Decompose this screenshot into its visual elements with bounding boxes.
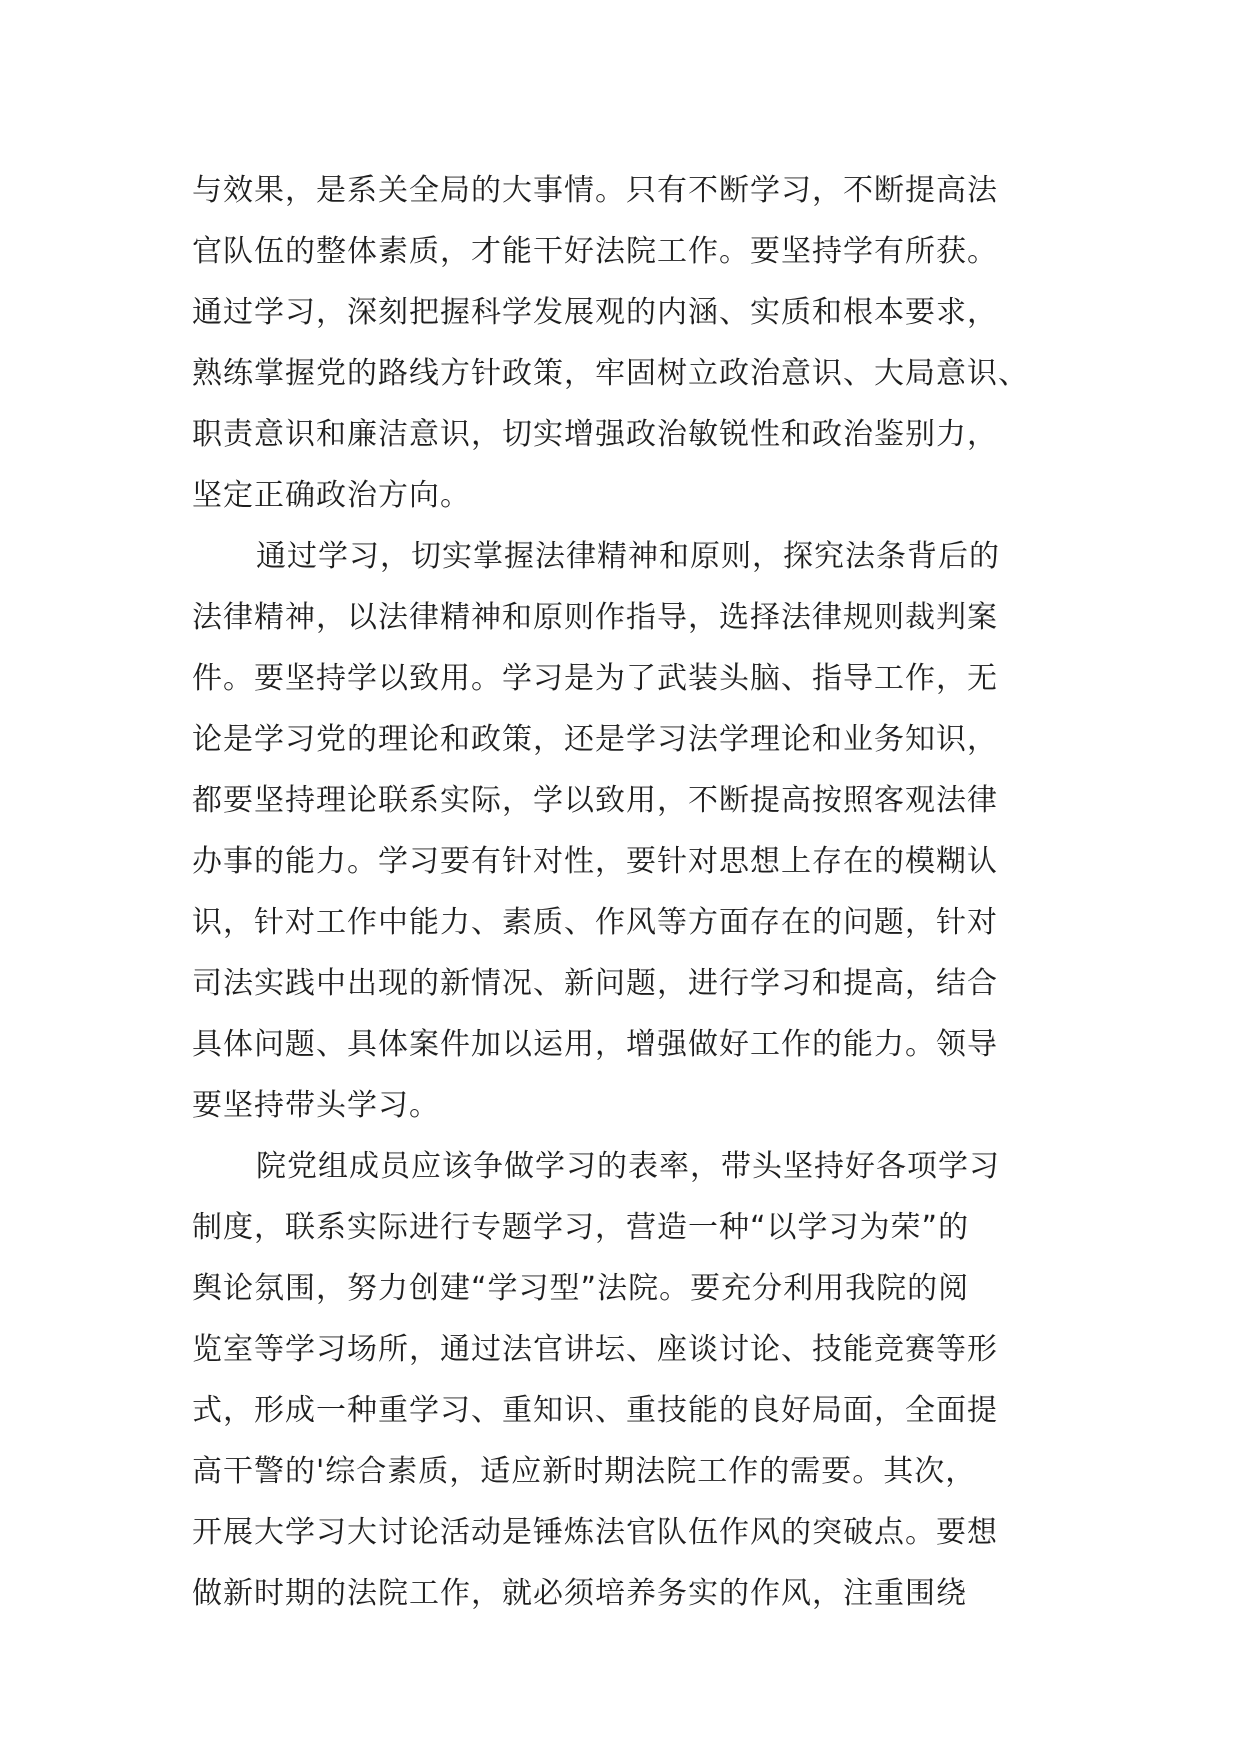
text-line: 法律精神，以法律精神和原则作指导，选择法律规则裁判案 bbox=[192, 600, 998, 635]
paragraph-first-line: 通过学习，切实掌握法律精神和原则，探究法条背后的 bbox=[256, 539, 1000, 574]
text-line: 开展大学习大讨论活动是锤炼法官队伍作风的突破点。要想 bbox=[192, 1515, 998, 1550]
text-line: 具体问题、具体案件加以运用，增强做好工作的能力。领导 bbox=[192, 1027, 998, 1062]
text-line: 职责意识和廉洁意识，切实增强政治敏锐性和政治鉴别力， bbox=[192, 417, 998, 452]
text-line: 识，针对工作中能力、素质、作风等方面存在的问题，针对 bbox=[192, 905, 998, 940]
text-line: 与效果，是系关全局的大事情。只有不断学习，不断提高法 bbox=[192, 173, 998, 208]
text-line: 论是学习党的理论和政策，还是学习法学理论和业务知识， bbox=[192, 722, 998, 757]
text-line: 司法实践中出现的新情况、新问题，进行学习和提高，结合 bbox=[192, 966, 998, 1001]
text-line: 官队伍的整体素质，才能干好法院工作。要坚持学有所获。 bbox=[192, 234, 998, 269]
text-line: 办事的能力。学习要有针对性，要针对思想上存在的模糊认 bbox=[192, 844, 998, 879]
paragraph-first-line: 院党组成员应该争做学习的表率，带头坚持好各项学习 bbox=[256, 1149, 1000, 1184]
text-line: 件。要坚持学以致用。学习是为了武装头脑、指导工作，无 bbox=[192, 661, 998, 696]
text-line: 览室等学习场所，通过法官讲坛、座谈讨论、技能竞赛等形 bbox=[192, 1332, 998, 1367]
text-line: 式，形成一种重学习、重知识、重技能的良好局面，全面提 bbox=[192, 1393, 998, 1428]
text-line: 通过学习，深刻把握科学发展观的内涵、实质和根本要求， bbox=[192, 295, 998, 330]
body-text bbox=[192, 160, 1072, 1624]
text-line: 坚定正确政治方向。 bbox=[192, 478, 471, 513]
text-line: 舆论氛围，努力创建“学习型”法院。要充分利用我院的阅 bbox=[192, 1271, 970, 1306]
text-line: 制度，联系实际进行专题学习，营造一种“以学习为荣”的 bbox=[192, 1210, 970, 1245]
text-line: 要坚持带头学习。 bbox=[192, 1088, 440, 1123]
text-line: 熟练掌握党的路线方针政策，牢固树立政治意识、大局意识、 bbox=[192, 356, 1029, 391]
text-line: 高干警的'综合素质，适应新时期法院工作的需要。其次， bbox=[192, 1454, 977, 1489]
text-line: 都要坚持理论联系实际，学以致用，不断提高按照客观法律 bbox=[192, 783, 998, 818]
text-line: 做新时期的法院工作，就必须培养务实的作风，注重围绕 bbox=[192, 1576, 967, 1611]
